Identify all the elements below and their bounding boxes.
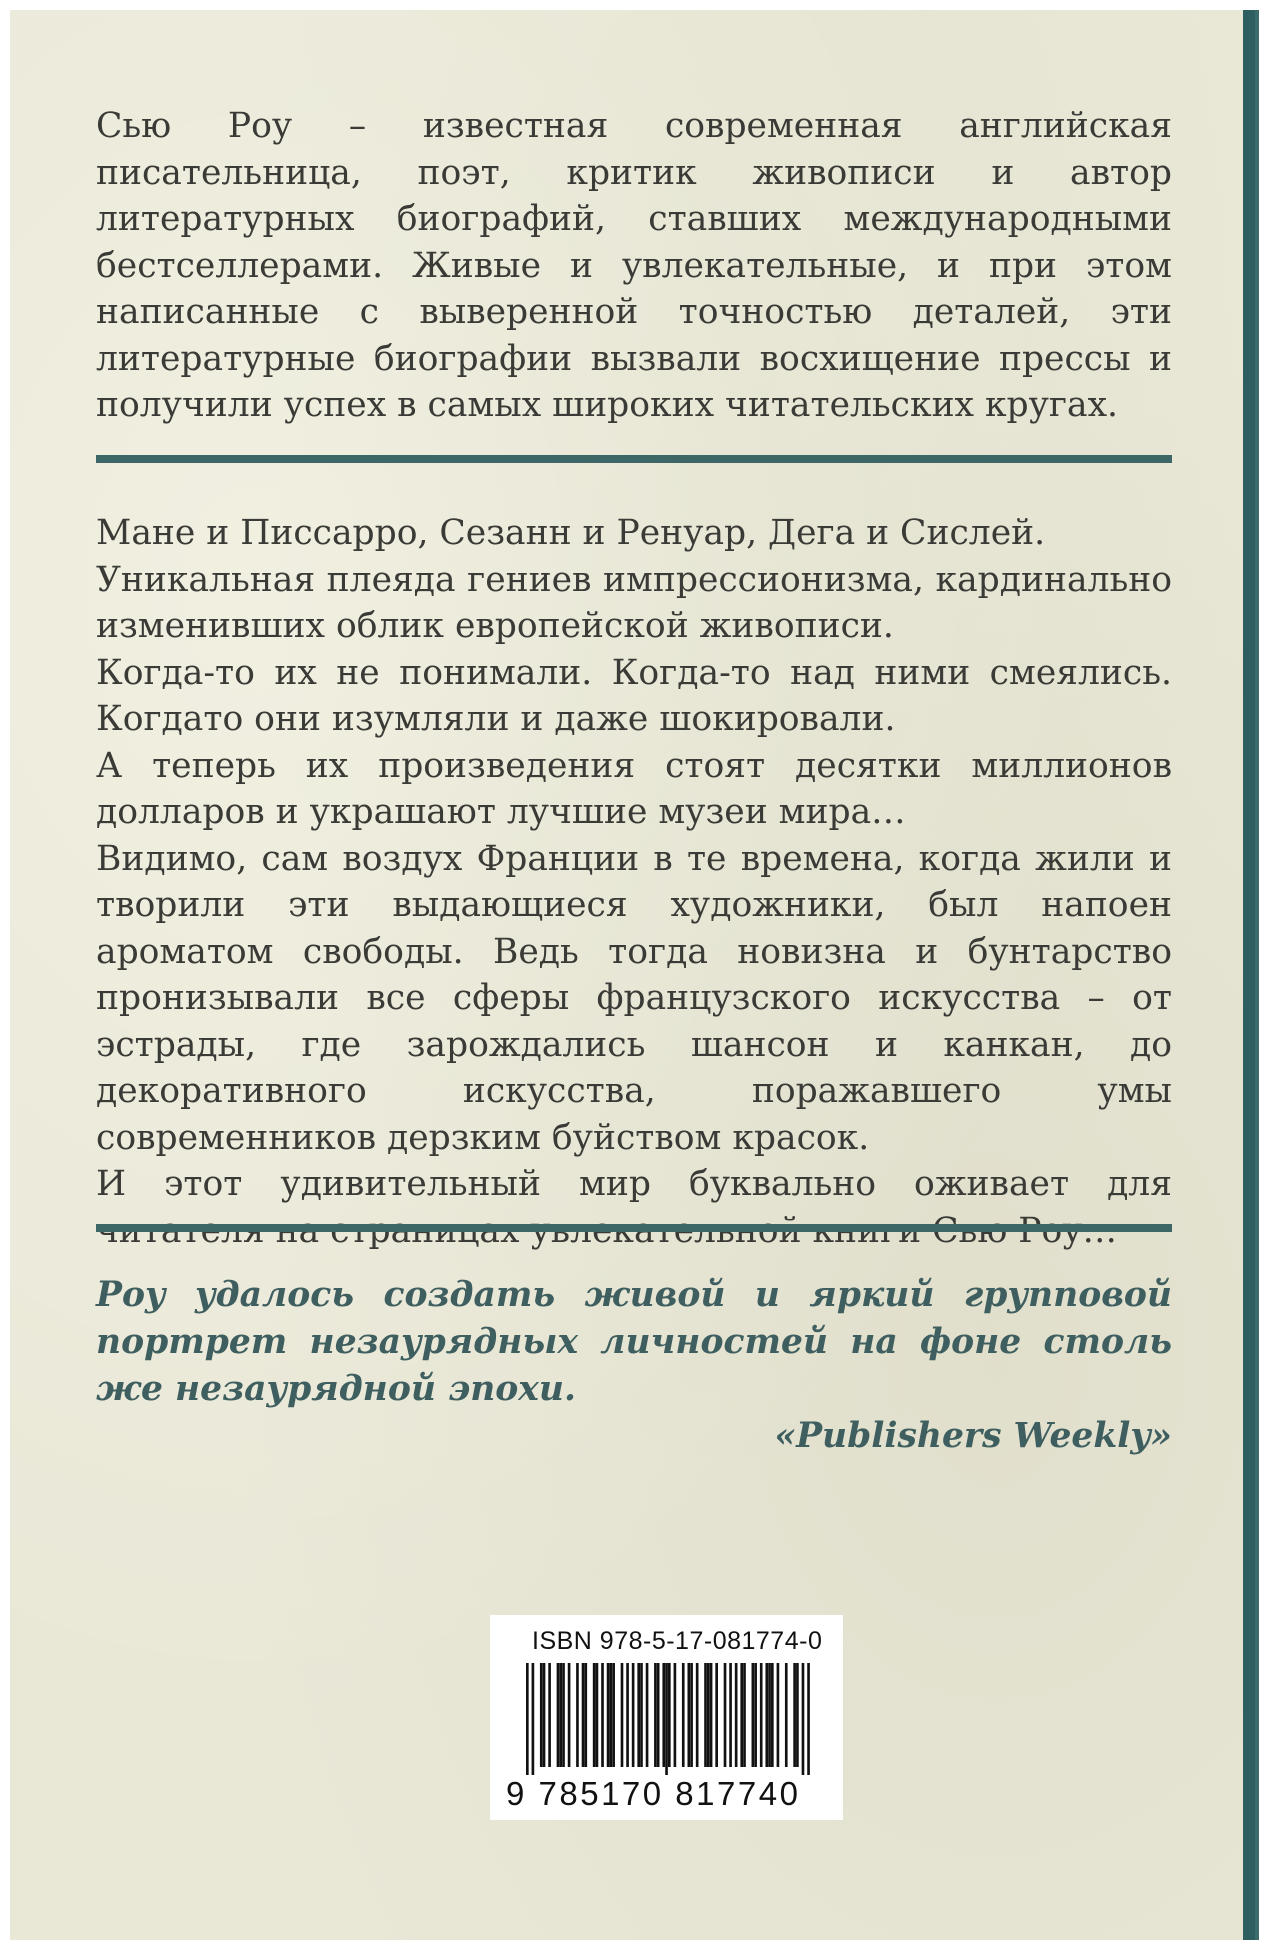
author-intro-text: Сью Роу – известная современная английская писательница, поэт, критик живописи и автор литературных биографий, ставших международными бестселлерами. Живые и увлекательные, и при этом написанные с выверенной точностью деталей, эти литературные биографии вызвали восхищение прессы и получили успех в самых широких читательских кругах. bbox=[96, 106, 1172, 425]
annotation-paragraph: Когда-то их не понимали. Когда-то над ними смеялись. Когдато они изумляли и даже шокировали. bbox=[96, 652, 1172, 739]
barcode-bar bbox=[612, 1663, 615, 1767]
barcode-bar bbox=[562, 1663, 565, 1767]
barcode-bar bbox=[687, 1663, 690, 1767]
review-source: «Publishers Weekly» bbox=[774, 1416, 1172, 1456]
barcode-bar bbox=[740, 1663, 743, 1767]
annotation-paragraph: А теперь их произведения стоят десятки миллионов долларов и украшают лучшие музеи мира… bbox=[96, 745, 1172, 832]
barcode-bar bbox=[610, 1663, 613, 1767]
barcode-bar bbox=[710, 1663, 713, 1767]
barcode-bar bbox=[743, 1663, 746, 1767]
barcode-bar bbox=[662, 1663, 665, 1767]
barcode-bar bbox=[532, 1663, 535, 1775]
barcode-bar bbox=[785, 1663, 788, 1767]
barcode-bar bbox=[729, 1663, 732, 1767]
barcode-bar bbox=[593, 1663, 596, 1767]
barcode-bar bbox=[696, 1663, 699, 1767]
barcode-bar bbox=[665, 1663, 668, 1775]
barcode-bar bbox=[760, 1663, 763, 1767]
barcode-bar bbox=[621, 1663, 624, 1767]
barcode-bar bbox=[637, 1663, 640, 1767]
barcode-bar bbox=[793, 1663, 796, 1767]
barcode-bar bbox=[690, 1663, 693, 1767]
review-quote: Роу удалось создать живой и яркий групповой портрет незаурядных личностей на фоне столь же незаурядной эпохи. bbox=[96, 1275, 1172, 1409]
barcode-bar bbox=[768, 1663, 771, 1767]
annotation-paragraph: Мане и Писсарро, Сезанн и Ренуар, Дега и Сислей. bbox=[96, 513, 1046, 553]
barcode-bar bbox=[715, 1663, 718, 1767]
barcode-bar bbox=[765, 1663, 768, 1767]
barcode-bar bbox=[796, 1663, 799, 1767]
book-annotation bbox=[96, 510, 1172, 1254]
barcode-bar bbox=[654, 1663, 657, 1767]
spine-edge bbox=[1255, 10, 1259, 1940]
barcode-bar bbox=[626, 1663, 629, 1767]
barcode-bar bbox=[601, 1663, 604, 1767]
divider-top bbox=[96, 455, 1172, 463]
barcode-bar bbox=[668, 1663, 671, 1767]
barcode-bar bbox=[543, 1663, 546, 1767]
barcode-bar bbox=[704, 1663, 707, 1767]
barcode-bar bbox=[548, 1663, 551, 1767]
barcode-bar bbox=[582, 1663, 585, 1767]
divider-bottom bbox=[96, 1224, 1172, 1232]
barcode-bar bbox=[657, 1663, 660, 1767]
annotation-paragraph: И этот удивительный мир буквально оживает для bbox=[96, 1164, 1172, 1204]
barcode-bar bbox=[754, 1663, 757, 1767]
barcode-bar bbox=[607, 1663, 610, 1767]
barcode-bar bbox=[735, 1663, 738, 1767]
author-intro bbox=[96, 103, 1172, 429]
annotation-paragraph: Видимо, сам воздух Франции в те времена, когда жили и творили эти выдающиеся художники, был напоен ароматом свободы. Ведь тогда новизна и бунтарство пронизывали все сферы французского искусства – от эстрады, где зарождались шансон и канкан, до декоративного искусства, поражавшего умы современников дерзким буйством красок. bbox=[96, 838, 1172, 1158]
barcode-bars bbox=[526, 1663, 810, 1775]
annotation-paragraph: Уникальная плеяда гениев импрессионизма, кардинально изменивших облик европейской живописи. bbox=[96, 559, 1172, 646]
barcode-bar bbox=[559, 1663, 562, 1767]
barcode-bar bbox=[596, 1663, 599, 1767]
barcode-bar bbox=[576, 1663, 579, 1767]
barcode-bar bbox=[724, 1663, 727, 1767]
barcode-bar bbox=[682, 1663, 685, 1767]
barcode-bar bbox=[802, 1663, 805, 1775]
barcode-bar bbox=[540, 1663, 543, 1767]
barcode-bar bbox=[568, 1663, 571, 1767]
barcode-bar bbox=[632, 1663, 635, 1767]
barcode-bar bbox=[526, 1663, 529, 1775]
barcode-digits: 9 785170 817740 bbox=[506, 1775, 801, 1812]
barcode-bar bbox=[707, 1663, 710, 1767]
barcode-bar bbox=[584, 1663, 587, 1767]
barcode-bar bbox=[674, 1663, 677, 1767]
isbn-barcode-panel bbox=[490, 1615, 843, 1820]
barcode-bar bbox=[752, 1663, 755, 1767]
barcode-bar bbox=[771, 1663, 774, 1767]
barcode-bar bbox=[807, 1663, 810, 1775]
barcode-bar bbox=[557, 1663, 560, 1767]
barcode-bar bbox=[646, 1663, 649, 1767]
isbn-label: ISBN 978-5-17-081774-0 bbox=[532, 1627, 823, 1655]
barcode-bar bbox=[777, 1663, 780, 1767]
barcode-bar bbox=[640, 1663, 643, 1767]
